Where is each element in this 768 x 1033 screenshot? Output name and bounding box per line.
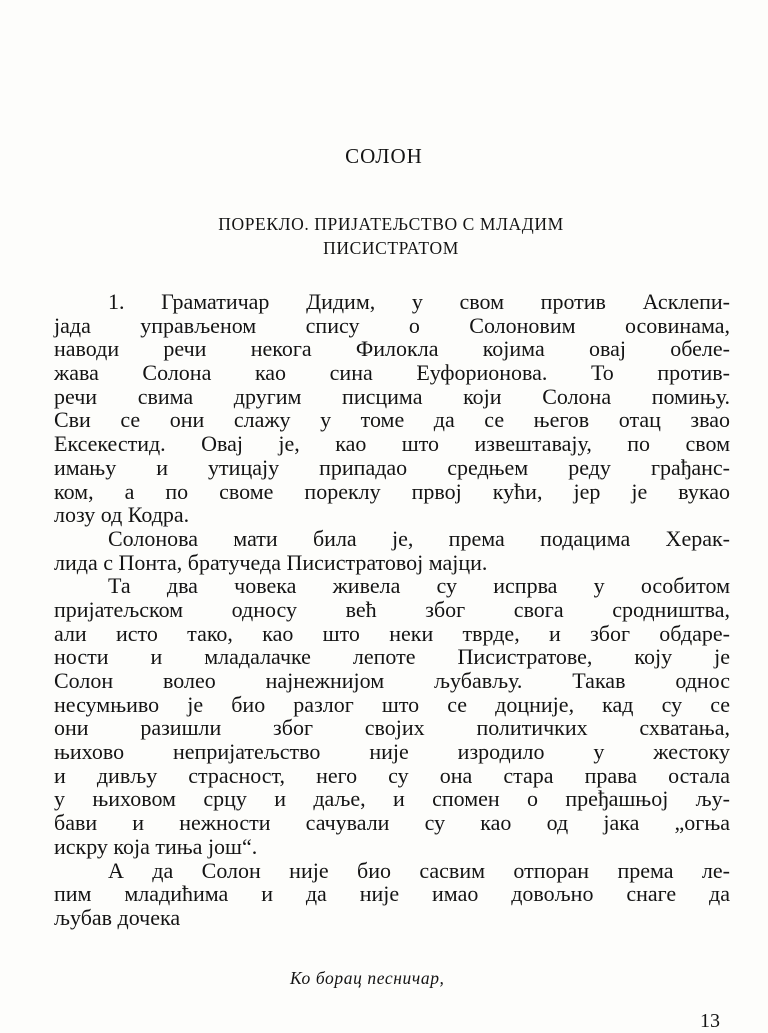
text-line: А да Солон није био сасвим отпоран према ле- — [108, 857, 730, 883]
text-line: речи свима другим писцима који Солона помињу. — [54, 383, 730, 409]
chapter-title: СОЛОН — [345, 144, 423, 168]
text-line: имању и утицају припадао средњем реду грађанс- — [54, 454, 730, 480]
text-line: пим младићима и да није имао довољно снаге да — [54, 881, 730, 907]
text-line: али исто тако, као што неки тврде, и због обдаре- — [54, 620, 730, 646]
text-line: Та два човека живела су испрва у особитом — [108, 573, 730, 599]
text-line: лозу од Кодра. — [54, 502, 190, 528]
text-line: Солонова мати била је, према подацима Херак- — [108, 525, 730, 551]
paragraph-4 — [54, 859, 730, 930]
text-line: јада управљеном спису о Солоновим осовинама, — [54, 312, 730, 338]
text-line: Солон волео најнежнијом љубављу. Такав однос — [54, 668, 730, 693]
text-line: лида с Понта, братучеда Писистратовој мајци. — [54, 549, 488, 575]
text-line: жава Солона као сина Еуфорионова. То против- — [54, 360, 730, 386]
text-line: они разишли због својих политичких схватања, — [54, 715, 730, 741]
page-number: 13 — [700, 1010, 720, 1032]
section-heading — [0, 212, 768, 260]
section-heading-line-2: ПИСИСТРАТОМ — [323, 238, 459, 258]
text-line: искру која тиња још“. — [54, 833, 258, 859]
text-line: ности и младалачке лепоте Писистратове, коју је — [54, 644, 730, 670]
text-line: ком, а по своме пореклу првој кући, јер је вукао — [54, 478, 730, 504]
text-line: Сви се они слажу у томе да се његов отац звао — [54, 407, 730, 433]
paragraph-3 — [54, 574, 730, 858]
text-line: бави и нежности сачували су као од јака „огња — [54, 810, 730, 836]
paragraph-2 — [54, 527, 730, 574]
text-line: њихово непријатељство није изродило у жестоку — [54, 739, 730, 765]
paragraph-1 — [54, 290, 730, 527]
text-line: несумњиво је био разлог што се доцније, кад су се — [54, 691, 730, 717]
text-line: у њиховом срцу и даље, и спомен о пређашњој љу- — [54, 786, 730, 812]
body-text — [54, 290, 730, 930]
text-line: и дивљу страсност, него су она стара права остала — [54, 762, 730, 788]
text-line: пријатељском односу већ због свога сродништва, — [54, 596, 730, 622]
text-line: наводи речи некога Филокла којима овај обеле- — [54, 336, 730, 362]
verse-quote: Ко борац песничар, — [290, 968, 445, 988]
section-heading-line-1: ПОРЕКЛО. ПРИЈАТЕЉСТВО С МЛАДИМ — [218, 214, 564, 234]
text-line: Ексекестид. Овај је, као што извештавају, по свом — [54, 431, 730, 457]
text-line: љубав дочека — [54, 904, 181, 930]
text-line: 1. Граматичар Дидим, у свом против Асклепи- — [108, 289, 730, 314]
